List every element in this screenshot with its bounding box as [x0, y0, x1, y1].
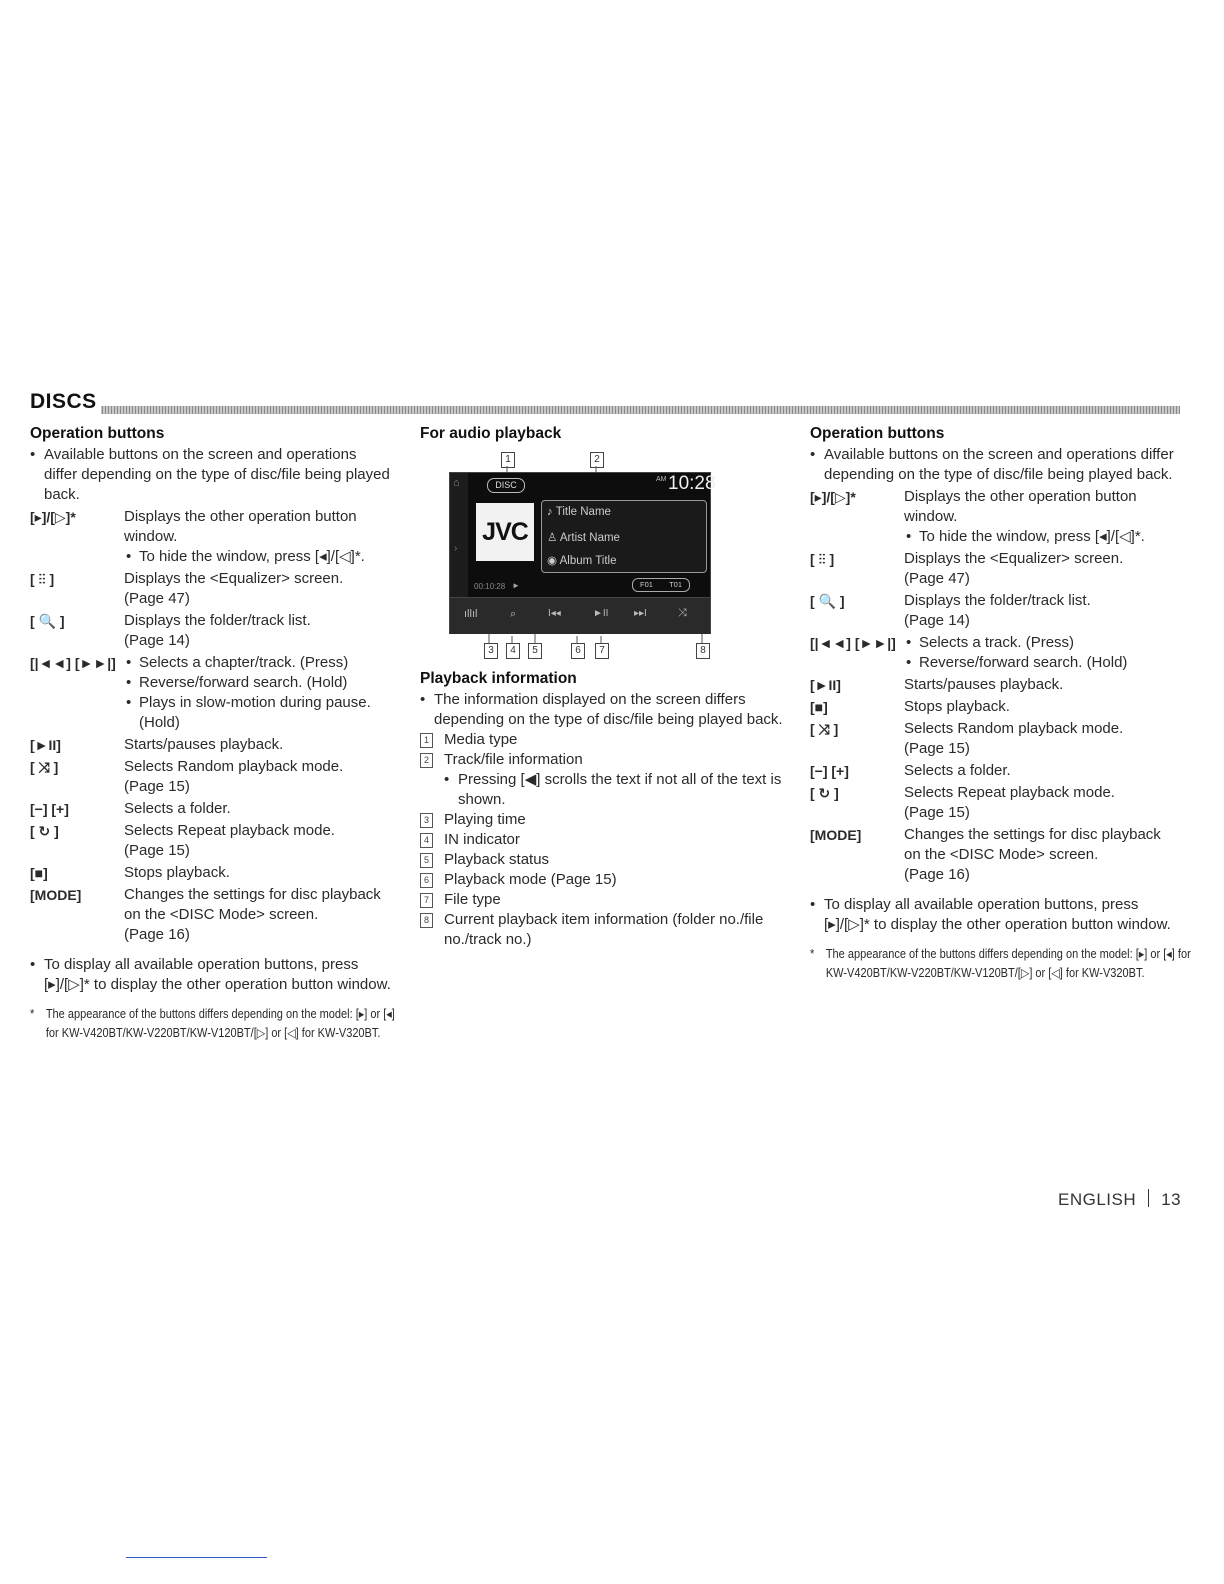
home-icon[interactable]: ⌂ — [453, 477, 460, 489]
operation-key: [MODE] — [810, 827, 862, 843]
operation-key: [|◄◄] [►►|] — [810, 635, 896, 651]
operation-key: [■] — [810, 699, 828, 715]
item-text: File type — [444, 891, 501, 908]
track-title: Title Name — [555, 506, 611, 518]
description-line: (Page 47) — [124, 590, 190, 607]
playback-info-intro: • The information displayed on the screen differs depending on the type of disc/file being played back. — [420, 690, 786, 730]
playback-info-item — [420, 850, 786, 870]
operation-description — [904, 783, 1176, 823]
operation-key: [►II] — [810, 677, 841, 693]
callout-5: 5 — [528, 643, 542, 659]
album-row — [547, 553, 617, 567]
operation-key: [▸]/[▷]* — [30, 509, 76, 525]
item-text: Playing time — [444, 811, 526, 828]
operation-key: [ ⫶⫶ ] — [30, 571, 55, 587]
folder-number: F01 — [640, 580, 653, 589]
description-bullet: • To hide the window, press [◂]/[◁]*. — [124, 547, 392, 567]
operation-row — [810, 697, 1176, 717]
description-line: Starts/pauses playback. — [904, 676, 1064, 693]
item-sub-bullet: • Pressing [◀] scrolls the text if not all of the text is shown. — [444, 770, 786, 810]
artist-icon: ♙ — [547, 532, 560, 544]
operation-key: [ ⫶⫶ ] — [810, 551, 835, 567]
item-number: 1 — [420, 733, 433, 748]
callout-3: 3 — [484, 643, 498, 659]
playback-info-item — [420, 910, 786, 950]
album-art-logo: JVC — [476, 503, 534, 561]
asterisk: * — [30, 1007, 35, 1021]
callout-4: 4 — [506, 643, 520, 659]
operation-key: [ ⤨ ] — [810, 721, 839, 737]
description-line: Selects Random playback mode. — [904, 720, 1124, 737]
operation-key: [−] [+] — [30, 801, 69, 817]
item-text: Track/file information — [444, 751, 583, 768]
left-footnote — [30, 1005, 409, 1043]
operation-key: [ ⤨ ] — [30, 759, 59, 775]
item-number: 6 — [420, 873, 433, 888]
operation-key: [▸]/[▷]* — [810, 489, 856, 505]
description-bullet: • Reverse/forward search. (Hold) — [124, 673, 392, 693]
right-footnote-text: The appearance of the buttons differs depending on the model: [▸] or [◂] for KW-V420BT/KW-V220BT/KW-V120BT/[▷] or [◁] for KW-V320BT. — [825, 947, 1191, 980]
operation-description — [124, 863, 392, 883]
footer-divider — [1148, 1189, 1149, 1207]
playing-time: 00:10:28 — [474, 582, 506, 591]
description-bullet: • Selects a track. (Press) — [904, 633, 1176, 653]
item-number: 4 — [420, 833, 433, 848]
description-line: Selects Random playback mode. — [124, 758, 344, 775]
disc-icon: ◉ — [547, 555, 560, 567]
next-track-button[interactable]: ▸▸I — [634, 608, 647, 619]
artist-row — [547, 530, 620, 544]
operation-description — [124, 569, 392, 609]
operation-description — [124, 885, 392, 945]
right-intro: • Available buttons on the screen and operations differ depending on the type of disc/file being played back. — [810, 445, 1176, 485]
asterisk: * — [810, 947, 815, 961]
search-button[interactable]: ⌕ — [510, 608, 517, 620]
callout-7: 7 — [595, 643, 609, 659]
description-line: Displays the <Equalizer> screen. — [904, 550, 1124, 567]
callout-8: 8 — [696, 643, 710, 659]
operation-row — [810, 633, 1176, 673]
callout-6: 6 — [571, 643, 585, 659]
operation-row — [810, 675, 1176, 695]
operation-key: [MODE] — [30, 887, 82, 903]
operation-description — [124, 611, 392, 651]
track-info-panel[interactable] — [541, 500, 707, 573]
language-label: ENGLISH — [1058, 1190, 1137, 1209]
operation-key: [►II] — [30, 737, 61, 753]
item-number: 8 — [420, 913, 433, 928]
description-line: Selects Repeat playback mode. — [124, 822, 335, 839]
description-bullet: • Plays in slow-motion during pause. (Hold) — [124, 693, 392, 733]
description-line: Changes the settings for disc playback on the <DISC Mode> screen. — [124, 886, 381, 923]
play-pause-button[interactable]: ►II — [593, 608, 609, 619]
callout-2: 2 — [590, 452, 604, 468]
left-footnote-text: The appearance of the buttons differs depending on the model: [▸] or [◂] for KW-V420BT/KW-V220BT/KW-V120BT/[▷] or [◁] for KW-V320BT. — [45, 1007, 395, 1040]
description-line: Displays the <Equalizer> screen. — [124, 570, 344, 587]
operation-row — [810, 761, 1176, 781]
operation-description — [904, 591, 1176, 631]
description-line: Displays the folder/track list. — [904, 592, 1091, 609]
item-text: Current playback item information (folder no./file no./track no.) — [444, 911, 764, 948]
random-button[interactable]: ⤨ — [678, 607, 687, 619]
bottom-rule — [126, 1557, 267, 1558]
operation-description — [124, 735, 392, 755]
music-note-icon: ♪ — [547, 506, 556, 518]
playback-info-item — [420, 890, 786, 910]
item-text: Playback mode (Page 15) — [444, 871, 617, 888]
operation-description — [124, 821, 392, 861]
operation-description — [904, 761, 1176, 781]
operation-row — [810, 825, 1176, 885]
page-footer — [1058, 1189, 1181, 1210]
description-line: Displays the other operation button window. — [124, 508, 357, 545]
description-line: (Page 16) — [904, 866, 970, 883]
operation-key: [−] [+] — [810, 763, 849, 779]
operation-key: [ ↻ ] — [810, 785, 839, 801]
operation-row — [810, 719, 1176, 759]
operation-row — [810, 783, 1176, 823]
play-status-icon: ► — [512, 581, 520, 590]
operation-key: [■] — [30, 865, 48, 881]
operation-row — [30, 611, 392, 651]
expand-arrow-icon[interactable]: › — [454, 543, 458, 554]
left-intro: • Available buttons on the screen and operations differ depending on the type of disc/file being played back. — [30, 445, 392, 505]
description-line: Selects Repeat playback mode. — [904, 784, 1115, 801]
description-line: Selects a folder. — [904, 762, 1011, 779]
item-text: IN indicator — [444, 831, 520, 848]
description-line: (Page 14) — [904, 612, 970, 629]
operation-description — [904, 697, 1176, 717]
item-number: 3 — [420, 813, 433, 828]
operation-description — [904, 549, 1176, 589]
operation-row — [30, 863, 392, 883]
playback-info-item — [420, 830, 786, 850]
operation-row — [30, 735, 392, 755]
description-line: (Page 16) — [124, 926, 190, 943]
left-column — [30, 424, 395, 1043]
header-rule — [30, 406, 1180, 414]
operation-description — [904, 675, 1176, 695]
description-line: (Page 15) — [124, 778, 190, 795]
equalizer-button[interactable]: ıllıl — [464, 608, 478, 620]
operation-row — [30, 885, 392, 945]
right-operation-list — [810, 487, 1176, 885]
control-bar — [450, 597, 710, 634]
operation-key: [ 🔍 ] — [810, 593, 845, 609]
operation-row — [30, 821, 392, 861]
operation-description — [124, 507, 392, 567]
operation-key: [ 🔍 ] — [30, 613, 65, 629]
description-line: (Page 15) — [904, 804, 970, 821]
description-line: Displays the other operation button window. — [904, 488, 1137, 525]
previous-track-button[interactable]: I◂◂ — [548, 608, 561, 619]
operation-description — [904, 825, 1176, 885]
operation-row — [30, 569, 392, 609]
operation-key: [ ↻ ] — [30, 823, 59, 839]
playback-info-item — [420, 750, 786, 810]
description-line: (Page 15) — [904, 740, 970, 757]
operation-row — [30, 757, 392, 797]
description-line: Starts/pauses playback. — [124, 736, 284, 753]
item-number: 7 — [420, 893, 433, 908]
description-line: Stops playback. — [904, 698, 1010, 715]
page-number: 13 — [1161, 1190, 1182, 1209]
clock: 10:28 — [668, 473, 716, 494]
operation-description — [124, 757, 392, 797]
playback-info — [420, 669, 786, 950]
operation-row — [810, 591, 1176, 631]
operation-row — [30, 653, 392, 733]
middle-column — [420, 424, 786, 445]
playback-info-list — [420, 730, 786, 950]
right-heading: Operation buttons — [810, 425, 945, 442]
playback-info-item — [420, 730, 786, 750]
track-number: T01 — [669, 580, 682, 589]
description-line: Displays the folder/track list. — [124, 612, 311, 629]
playback-info-item — [420, 810, 786, 830]
operation-row — [30, 507, 392, 567]
description-line: Selects a folder. — [124, 800, 231, 817]
media-badge: DISC — [487, 478, 525, 493]
description-line: (Page 47) — [904, 570, 970, 587]
description-line: Stops playback. — [124, 864, 230, 881]
item-text: Media type — [444, 731, 518, 748]
right-note: • To display all available operation buttons, press [▸]/[▷]* to display the other operation button window. — [810, 895, 1176, 935]
playback-info-heading: Playback information — [420, 670, 577, 687]
operation-row — [30, 799, 392, 819]
item-text: Playback status — [444, 851, 550, 868]
operation-row — [810, 549, 1176, 589]
title-row — [547, 506, 611, 518]
section-title: DISCS — [30, 390, 101, 414]
left-operation-list — [30, 507, 392, 945]
left-note: • To display all available operation buttons, press [▸]/[▷]* to display the other operation button window. — [30, 955, 392, 995]
device-screen — [449, 472, 716, 634]
callout-1: 1 — [501, 452, 515, 468]
operation-description — [904, 719, 1176, 759]
playback-info-item — [420, 870, 786, 890]
operation-description — [904, 487, 1176, 547]
right-footnote — [810, 945, 1193, 983]
right-column — [810, 424, 1191, 983]
operation-description — [124, 653, 392, 733]
middle-heading: For audio playback — [420, 425, 562, 442]
track-album: Album Title — [559, 555, 617, 567]
folder-track-indicator — [632, 578, 690, 592]
item-number: 5 — [420, 853, 433, 868]
description-line: (Page 14) — [124, 632, 190, 649]
track-artist: Artist Name — [559, 532, 620, 544]
description-bullet: • Reverse/forward search. (Hold) — [904, 653, 1176, 673]
clock-ampm: AM — [656, 476, 667, 483]
operation-row — [810, 487, 1176, 547]
description-bullet: • To hide the window, press [◂]/[◁]*. — [904, 527, 1176, 547]
section-header — [30, 390, 1180, 416]
left-heading: Operation buttons — [30, 425, 165, 442]
description-line: Changes the settings for disc playback on the <DISC Mode> screen. — [904, 826, 1161, 863]
description-line: (Page 15) — [124, 842, 190, 859]
operation-key: [|◄◄] [►►|] — [30, 655, 116, 671]
operation-description — [124, 799, 392, 819]
operation-description — [904, 633, 1176, 673]
item-number: 2 — [420, 753, 433, 768]
description-bullet: • Selects a chapter/track. (Press) — [124, 653, 392, 673]
